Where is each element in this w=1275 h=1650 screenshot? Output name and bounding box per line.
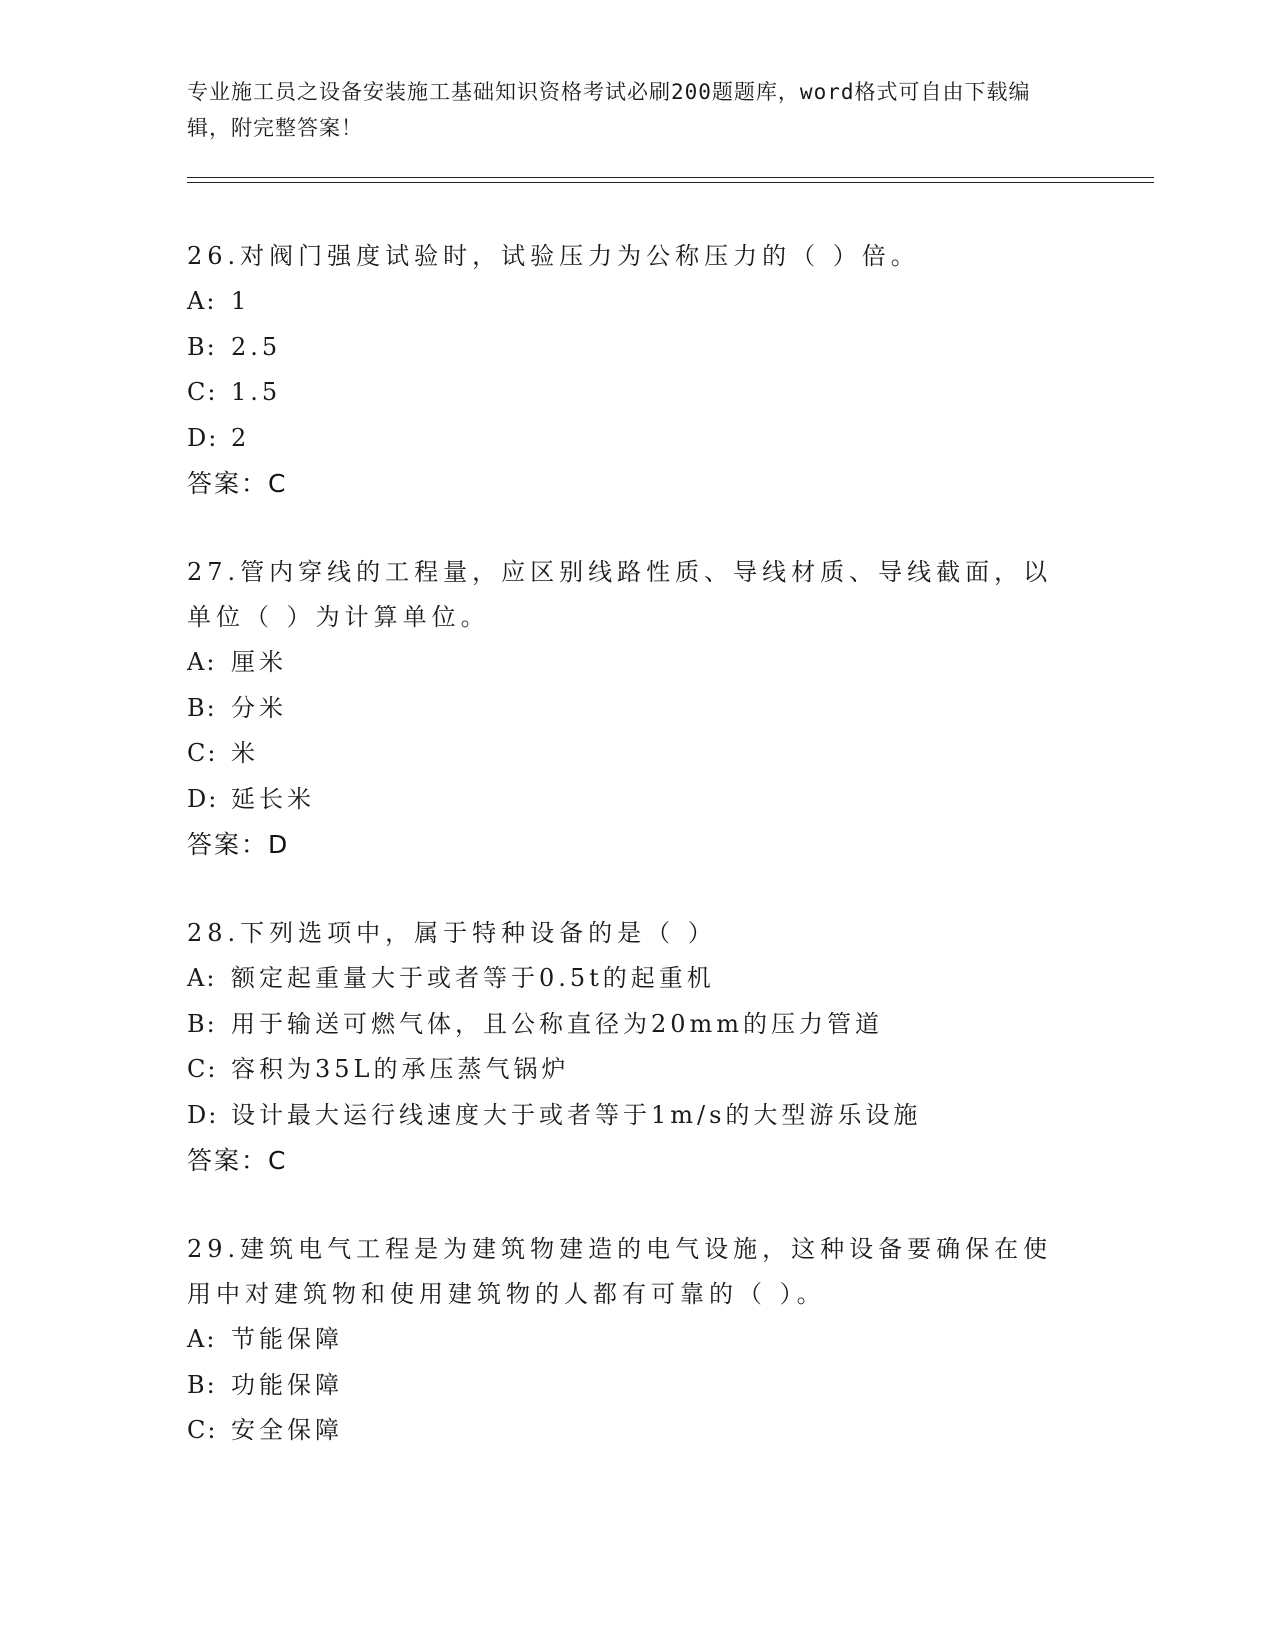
option-text: 设计最大运行线速度大于或者等于1m/s的大型游乐设施 — [231, 1100, 922, 1129]
option-text: 安全保障 — [231, 1416, 343, 1444]
answer-line: 答案：C — [187, 1146, 288, 1175]
question-29 — [187, 1227, 1067, 1454]
option-d — [187, 777, 1067, 823]
option-text: 2.5 — [231, 332, 282, 361]
question-27 — [187, 550, 1067, 867]
option-text: 额定起重量大于或者等于0.5t的起重机 — [231, 964, 715, 992]
option-text: 用于输送可燃气体，且公称直径为20mm的压力管道 — [231, 1009, 884, 1038]
option-letter: C: — [187, 739, 218, 767]
option-letter: A: — [187, 648, 217, 676]
option-letter: C: — [187, 1055, 218, 1083]
option-d — [187, 1093, 1067, 1139]
option-a — [187, 956, 1067, 1002]
option-b — [187, 1002, 1067, 1048]
option-text: 米 — [231, 739, 259, 767]
option-b — [187, 686, 1067, 732]
option-text: 2 — [231, 423, 251, 452]
answer-line: 答案：C — [187, 469, 288, 498]
option-letter: B: — [187, 693, 217, 722]
question-stem: 27.管内穿线的工程量，应区别线路性质、导线材质、导线截面，以单位（ ）为计算单位。 — [187, 558, 1053, 631]
option-c — [187, 731, 1067, 777]
option-text: 厘米 — [231, 648, 287, 676]
option-text: 1.5 — [231, 378, 282, 406]
option-c — [187, 1047, 1067, 1093]
option-letter: B: — [187, 1370, 217, 1399]
option-text: 容积为35L的承压蒸气锅炉 — [231, 1055, 570, 1083]
option-text: 分米 — [231, 693, 287, 722]
question-stem: 29.建筑电气工程是为建筑物建造的电气设施，这种设备要确保在使用中对建筑物和使用建筑物的人都有可靠的（ ）。 — [187, 1235, 1053, 1308]
option-letter: D: — [187, 784, 219, 813]
option-text: 节能保障 — [231, 1325, 343, 1353]
option-b — [187, 1363, 1067, 1409]
question-stem: 26.对阀门强度试验时，试验压力为公称压力的（ ）倍。 — [187, 242, 920, 270]
option-c — [187, 370, 1067, 416]
option-letter: A: — [187, 1325, 217, 1353]
question-list — [187, 234, 1067, 1498]
option-letter: B: — [187, 1009, 217, 1038]
option-a — [187, 640, 1067, 686]
option-d — [187, 416, 1067, 462]
option-text: 延长米 — [231, 784, 315, 813]
answer-line: 答案：D — [187, 830, 290, 859]
document-header: 专业施工员之设备安装施工基础知识资格考试必刷200题题库，word格式可自由下载编辑，附完整答案！ — [187, 80, 1031, 140]
option-letter: D: — [187, 423, 219, 452]
question-stem: 28.下列选项中，属于特种设备的是（ ） — [187, 919, 717, 947]
option-text: 功能保障 — [231, 1370, 343, 1399]
option-letter: C: — [187, 1416, 218, 1444]
option-letter: D: — [187, 1100, 219, 1129]
question-26 — [187, 234, 1067, 506]
option-text: 1 — [231, 287, 251, 315]
option-letter: A: — [187, 964, 217, 992]
option-a — [187, 1317, 1067, 1363]
option-letter: B: — [187, 332, 217, 361]
option-c — [187, 1408, 1067, 1454]
option-b — [187, 325, 1067, 371]
header-divider-top — [187, 177, 1154, 178]
option-letter: C: — [187, 378, 218, 406]
option-letter: A: — [187, 287, 217, 315]
header-divider-bottom — [187, 182, 1154, 183]
question-28 — [187, 911, 1067, 1183]
option-a — [187, 279, 1067, 325]
